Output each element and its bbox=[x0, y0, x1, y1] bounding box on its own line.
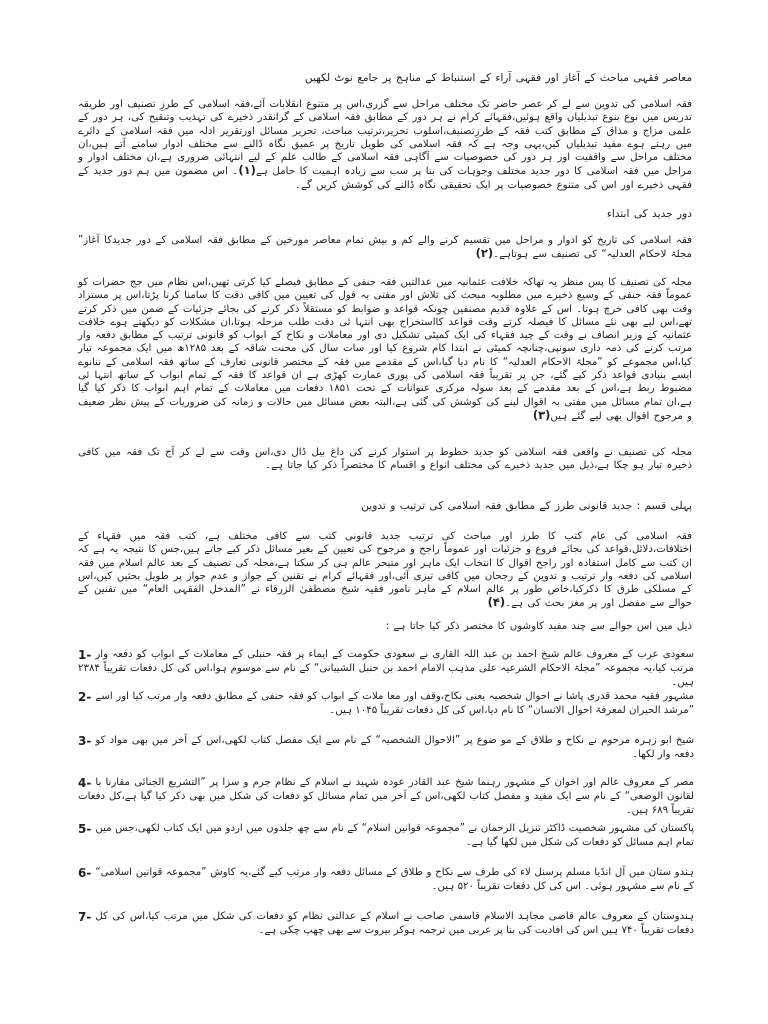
list-item bbox=[78, 910, 694, 938]
intro-paragraph: فقہ اسلامی کی تدوین سے لے کر عصر حاضر تک مختلف مراحل سے گزری،اس پر متنوع انقلابات آئے،فقہ اسلامی کے طرزِ تصنیف اور طریقہ تدریس میں نوع بنوع تبدیلیاں واقع ہوئیں،فقہائے کرام نے ہر دور کے مطابق فقہ اسلامی کے گرانقدر ذخیرے کی تہذیب وتنقیح کی، ہر دور کے علمی مزاج و مذاق کے مطابق کتب فقہ کے طرزِتصنیف،اسلوب تحریر،ترتیب مباحث، تحریر مسائل اورتقریر ادلہ میں فقہ اسلامی کے دائرے میں رہتے ہوے مفید تبدیلیاں کیں،یہی وجہ ہے کہ فقہ اسلامی کی طویل تاریخ پر عمیق نگاہ ڈالنے سے مختلف ادوار سامنے آتے ہیں،ان مختلف مراحل سے واقفیت اور ہر دور کی خصوصیات سے آگاہی فقہ اسلامی کے طالب علم کے لیے انتہائی ضروری ہے،ان مختلف ادوار و مراحل میں فقہ اسلامی کا دور جدید مختلف وجوہات کی بنا پر سب سے زیادہ اہمیت کا حامل ہے(۱)۔ اس مضمون میں ہم دور جدید کے فقہی ذخیرے اور اس کی متنوع خصوصیات پر ایک تحقیقی نگاہ ڈالنے کی کوشش کریں گے۔ bbox=[78, 99, 692, 191]
section-heading-modern-era: دور جدید کی ابتداء bbox=[606, 208, 692, 220]
footnote-ref-4: (۴) bbox=[487, 595, 506, 610]
list-item-number: 4- bbox=[78, 776, 92, 790]
list-item-text: شیخ ابو زہرہ مرحوم نے نکاح و طلاق کے مو ضوع پر ”الاحوال الشخصیہ“ کے نام سے ایک مفصل کتاب لکھی،اس کے آخر میں بھی مواد کو دفعہ وار لکھا۔ bbox=[95, 735, 694, 760]
list-item-number: 1- bbox=[78, 648, 92, 662]
paragraph-majalla-impact: مجلہ کی تصنیف نے واقعی فقہ اسلامی کو جدید خطوط پر استوار کرنے کی داغ بیل ڈال دی،اس وقت سے لے کر آج تک فقہ میں کافی ذخیرہ تیار ہو چکا ہے،ذیل میں جدید ذخیرے کی مختلف انواع و اقسام کا مختصراً ذکر کیا جاتا ہے۔ bbox=[78, 447, 692, 472]
list-item bbox=[78, 776, 694, 818]
list-item-number: 2- bbox=[78, 690, 92, 704]
list-item bbox=[78, 690, 694, 718]
list-item-number: 7- bbox=[78, 910, 92, 924]
footnote-ref-2: (۲) bbox=[475, 246, 494, 261]
list-item-number: 5- bbox=[78, 822, 92, 836]
list-item-text: سعودی عرب کے معروف عالم شیخ احمد بن عبد اللہ القاری نے سعودی حکومت کے ایماء پر فقہ حنبلی کے معاملات کے ابواب کو دفعہ وار مرتب کیا،یہ مجموعہ ”مجلۃ الاحکام الشرعیہ علی مذہب الامام احمد بن حنبل الشیبانی“ کے نام سے موسوم ہوا،اس کی کل دفعات تقریباً ۲۳۸۴ ہیں۔ bbox=[78, 649, 694, 688]
list-item-text: ہندو ستان میں آل انڈیا مسلم پرسنل لاء کی طرف سے نکاح و طلاق کے مسائل دفعہ وار مرتب کیے گئے،یہ کاوش ”مجموعہ قوانین اسلامی“ کے نام سے مشہور ہوئی۔ اس کی کل دفعات تقریباً ۵۲۰ ہیں۔ bbox=[95, 867, 694, 892]
paragraph-codification: فقہ اسلامی کی عام کتب کا طرز اور مباحث کی ترتیب جدید قانونی کتب سے کافی مختلف ہے، کتب فقہ میں فقہاء کے اختلافات،دلائل،قواعد کی بجائے فروع و جزئیات اور عموماً راجح و مرجوح کی تعیین کے بغیر مسائل ذکر کیے جاتے ہیں،جس کا نتیجہ یہ ہے کہ ان کتب سے کامل استفادہ اور راجح اقوال کا انتخاب ایک ماہر اور متبحر عالم ہی کر سکتا ہے،مجلہ کی تصنیف کے بعد عالم اسلام میں فقہ اسلامی کی دفعہ وار ترتیب و تدوین کے رجحان میں کافی تیزی آئی،اور فقہائے کرام نے تقنین کے جواز و عدم جواز پر طویل بحثیں کیں،اس کے مسلکی طرق کا ذکرکیا،خاص طور پر عالم اسلام کے ماہر نامور فقیہ شیخ مصطفیٰ الزرقاء نے ”المدخل الفقہی العام“ میں تقنین کے حوالے سے مفصل اور پر مغز بحث کی ہے۔(۴) bbox=[78, 531, 692, 610]
paragraph-list-intro: ذیل میں اس حوالے سے چند مفید کاوشوں کا مختصر ذکر کیا جاتا ہے : bbox=[385, 621, 692, 632]
document-title: معاصر فقہی مباحث کے آغاز اور فقہی آراء کے استنباط کے مناہج پر جامع نوٹ لکھیں bbox=[304, 72, 692, 84]
footnote-ref-3: (۳) bbox=[532, 407, 551, 422]
list-item-text: مشہور فقیہ محمد قدری پاشا نے احوال شخصیہ یعنی نکاح،وقف اور معا ملات کے ابواب کو فقہ حنفی کے مطابق دفعہ وار مرتب کیا اور اسے ”مرشد الحیران لمعرفۃ احوال الانسان“ کا نام دیا،اس کی کل دفعات تقریباً ۱۰۴۵ ہیں۔ bbox=[95, 691, 694, 716]
list-item-number: 3- bbox=[78, 734, 92, 748]
list-item-text: مصر کے معروف عالم اور اخوان کے مشہور رہنما شیخ عبد القادر عودہ شہید نے اسلام کے نظام جرم و سزا پر ”التشریع الجنائی مقارنا با لقانون الوضعی“ کے نام سے ایک مفید و مفصل کتاب لکھی،اس کے آخر میں تمام مسائل کو دفعات کی شکل میں بھی ذکر کیا گیا ہے،کل دفعات تقریباً ۶۸۹ ہیں۔ bbox=[78, 777, 694, 816]
paragraph-modern-era-start: فقہ اسلامی کی تاریخ کو ادوار و مراحل میں تقسیم کرنے والے کم و بیش تمام معاصر مورخین کے مطابق فقہ اسلامی کے دور جدیدکا آغاز” مجلۃ لاحکام العدلیہ“ کی تصنیف سے ہوتاہے۔(۲) bbox=[78, 235, 692, 261]
list-item-number: 6- bbox=[78, 866, 92, 880]
list-item bbox=[78, 822, 694, 850]
list-item-text: پاکستان کی مشہور شخصیت ڈاکٹر تنزیل الرحمان نے ”مجموعہ قوانین اسلام“ کے نام سے چھ جلدوں میں اردو میں ایک کتاب لکھی،جس میں تمام اہم مسائل کو دفعات کی شکل میں لکھا گیا ہے۔ bbox=[95, 823, 694, 848]
list-item-text: ہندوستان کے معروف عالم قاضی مجاہد الاسلام قاسمی صاحب نے اسلام کے عدالتی نظام کو دفعات کی شکل میں مرتب کیا،اس کی کل دفعات تقریباً ۷۴۰ ہیں اس کی افادیت کی بنا پر عربی میں ترجمہ ہوکر بیروت سے بھی چھپ چکی ہے۔ bbox=[95, 911, 694, 936]
paragraph-majalla-background: مجلہ کی تصنیف کا پس منظر یہ تھاکہ خلافت عثمانیہ میں عدالتیں فقہ حنفی کے مطابق فیصلے کیا کرتی تھیں،اس نظام میں جج حضرات کو عموماً فقہ حنفی کے وسیع ذخیرے میں مطلوبہ مبحث کی تلاش اور مفتی بہ قول کی تعیین میں کافی دقت کا سامنا کرنا پڑتا،اس پر مستزاد وقت بھی کافی خرچ ہوتا۔ اس کے علاوہ قدیم مصنفین چونکہ قواعد و ضوابط کو مستقلاً ذکر کرنے کی بجائے جزئیات کے ضمن میں ذکر کرتے تھے،اس لیے بھی نئے مسائل کا فیصلہ کرتے وقت قواعد کااستخراج بھی انتہا ئی دقت طلب مرحلہ ہوتا،ان مشکلات کو دیکھتے ہوے خلافت عثمانیہ کے وزیر انصاف نے وقت کے چید فقہاء کی ایک کمیٹی تشکیل دی اور معاملات و نکاح کے ابواب کو قانونی ترتیب کے مطابق دفعہ وار مرتب کرنے کی ذمہ داری سونپی،چنانچہ کمیٹی نے ابتدا کام شروع کیا اور سات سال کی محنت شاقہ کے بعد ۱۲۸۵ھ میں ایک مجموعہ تیار کیا،اس مجموعے کو ”مجلۃ الاحکام العدلیہ“ کا نام دیا گیا،اس کے مقدمے میں فقہ کے مختصر قانونی تعارف کے ساتھ فقہ اسلامی کے ننانوے ایسے بنیادی قواعد ذکر کیے گئے، جن پر تقریباً فقہ اسلامی کی پوری عمارت کھڑی ہے ان قواعد کا فقہ کے تمام ابواب کے ساتھ انتہا ئی مضبوط ربط ہے،اس کے بعد مقدمے کے بعد سولہ مرکزی عنوانات کے تحت ۱۸۵۱ دفعات میں معاملات کے تمام اہم ابواب کا ذکر کیا گیا ہے،ان تمام مسائل میں مفتی بہ اقوال لینے کی کوشش کی گئی ہے،البتہ بعض مسائل میں حالات و زمانہ کی ضروریات کے پیش نظر ضعیف و مرجوح اقوال بھی لیے گئے ہیں(۳) bbox=[78, 277, 692, 422]
list-item bbox=[78, 734, 694, 762]
list-item bbox=[78, 648, 694, 690]
footnote-ref-1: (۱) bbox=[238, 163, 256, 178]
section-heading-first-type: پہلی قسم : جدید قانونی طرز کے مطابق فقہ اسلامی کی ترتیب و تدوین bbox=[361, 500, 692, 512]
list-item bbox=[78, 866, 694, 894]
